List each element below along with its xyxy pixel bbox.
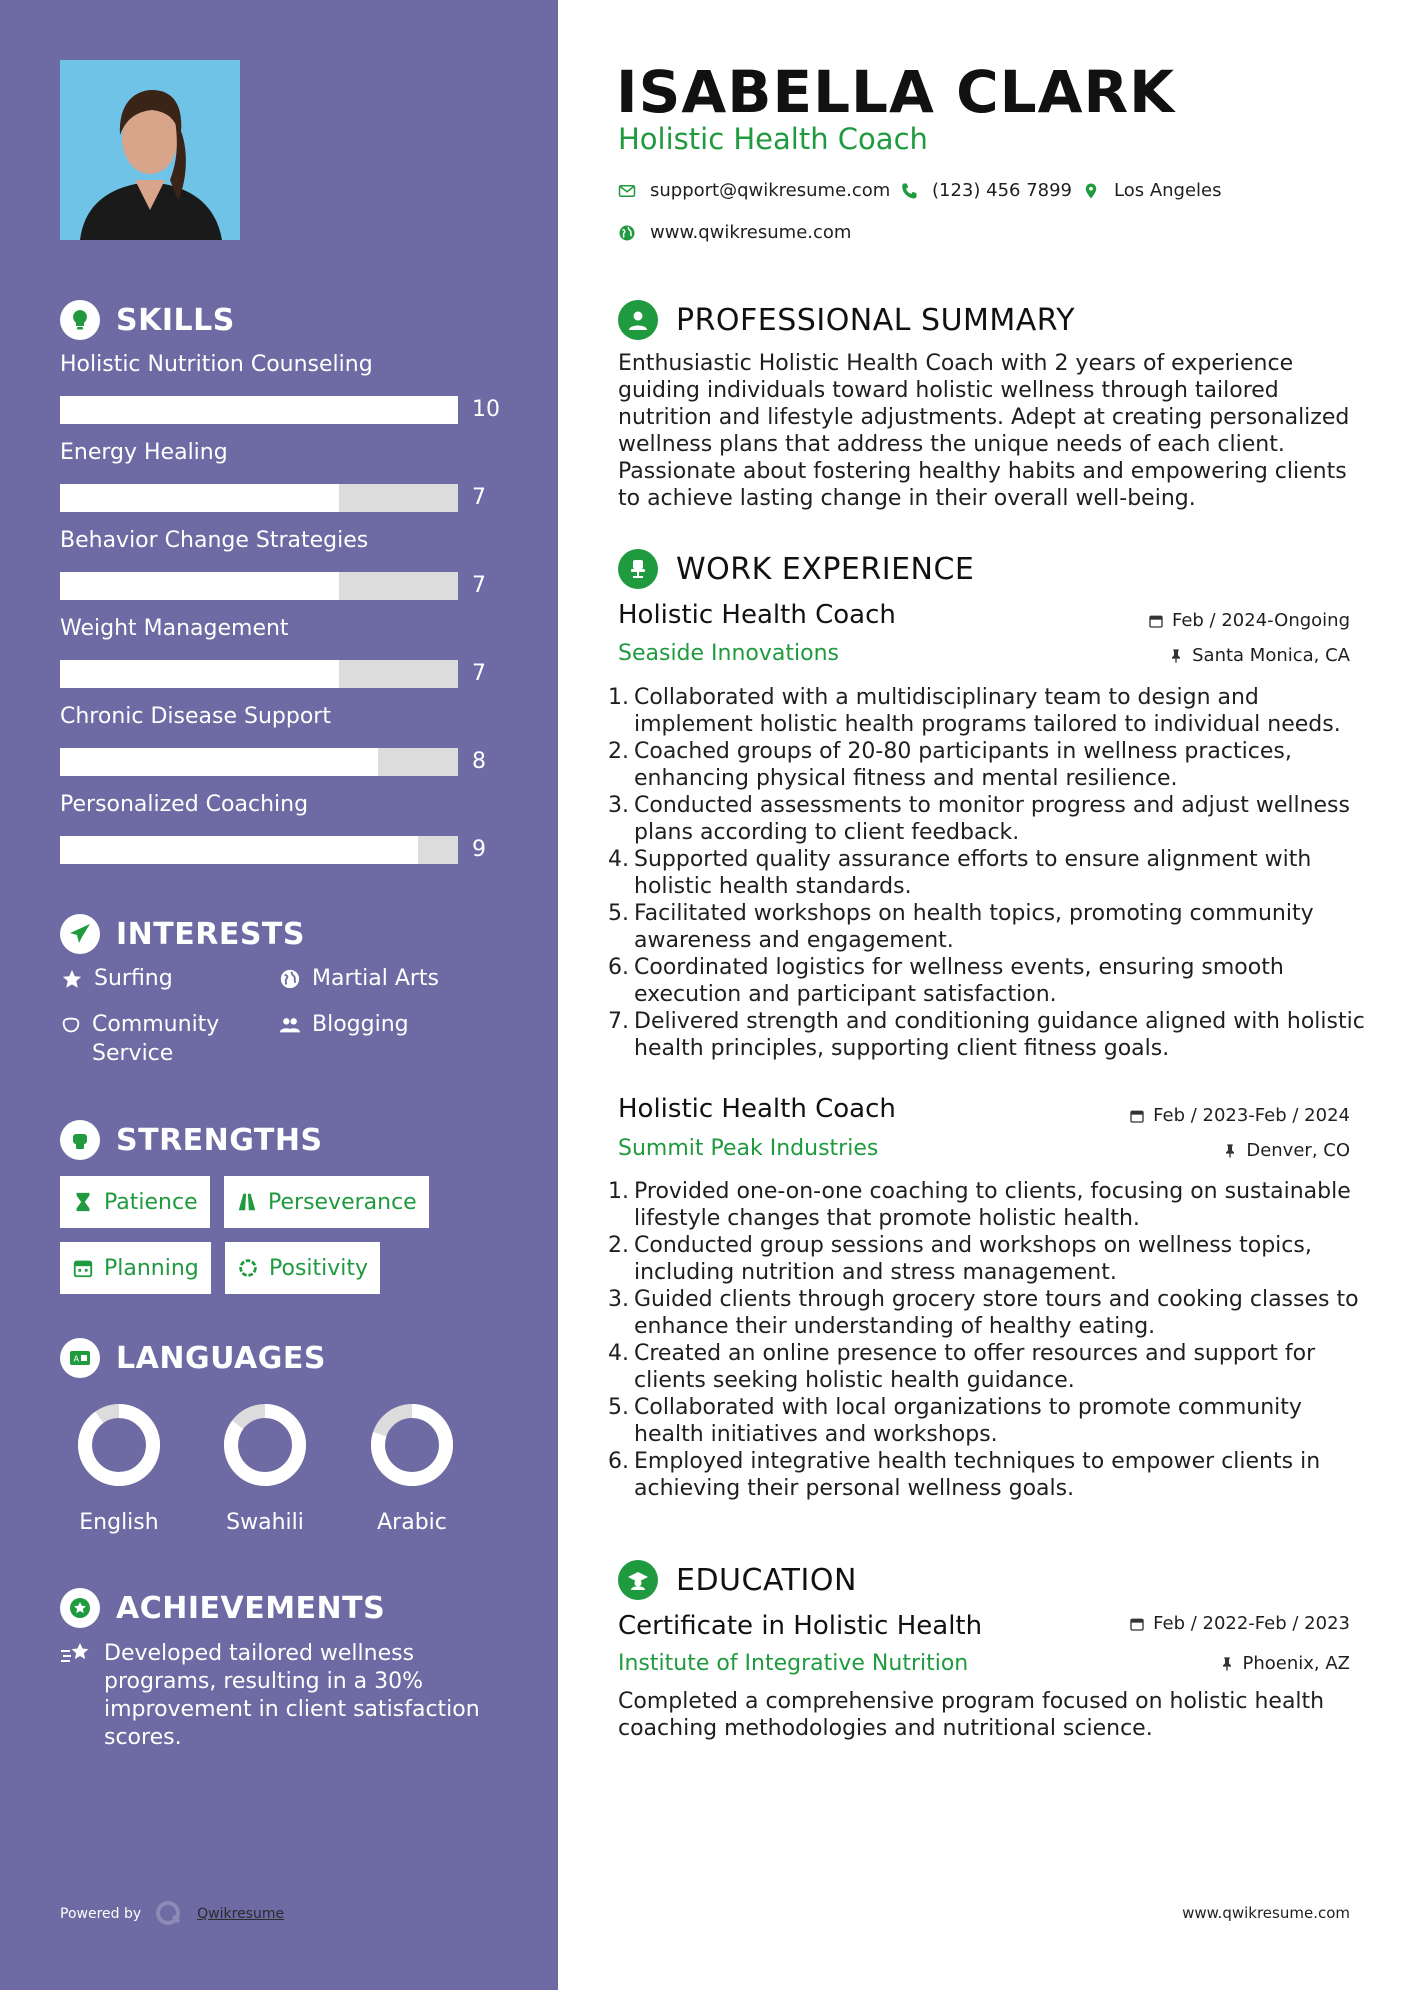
skill-value: 9 <box>472 837 486 862</box>
candidate-role: Holistic Health Coach <box>618 122 928 156</box>
envelope-icon <box>618 182 636 200</box>
contact-website[interactable] <box>618 222 851 243</box>
summary-text: Enthusiastic Holistic Health Coach with 2 years of experience guiding individuals toward holistic wellness through tailored nutrition and lifestyle adjustments. Adept at creating personalized wellness plans that address the unique needs of each client. Passionate about fostering healthy habits and empowering clients to achieve lasting change in their overall well-being. <box>618 351 1350 511</box>
qwikresume-logo-icon <box>155 1900 183 1928</box>
summary-title: PROFESSIONAL SUMMARY <box>676 302 1076 338</box>
powered-by <box>60 1900 284 1928</box>
strength-label: Planning <box>104 1255 199 1281</box>
portrait-image <box>60 60 240 240</box>
skill-bar-fill <box>60 396 458 424</box>
interest-item <box>60 964 173 993</box>
skill-item <box>60 702 500 774</box>
list-item: 5. Collaborated with local organizations to promote community health initiatives and workshops. <box>608 1395 1302 1447</box>
job-location <box>1168 645 1350 666</box>
skills-title: SKILLS <box>116 302 235 338</box>
education-title: EDUCATION <box>676 1562 857 1598</box>
languages-heading <box>60 1338 326 1378</box>
skill-item <box>60 526 500 598</box>
achievements-heading <box>60 1588 385 1628</box>
interest-item <box>278 964 439 993</box>
job-title: Holistic Health Coach <box>618 600 896 630</box>
job-location-text: Santa Monica, CA <box>1192 645 1350 666</box>
skill-bar-fill <box>60 660 339 688</box>
pushpin-icon <box>1222 1143 1238 1159</box>
skill-bar <box>60 484 458 512</box>
language-icon <box>60 1338 100 1378</box>
job-company: Summit Peak Industries <box>618 1136 879 1161</box>
skill-name: Behavior Change Strategies <box>60 528 369 553</box>
list-item: 3. Guided clients through grocery store tours and cooking classes to enhance their understanding of healthy eating. <box>608 1287 1359 1339</box>
interest-label: Surfing <box>94 966 173 991</box>
education-location <box>1219 1653 1351 1674</box>
website-text: www.qwikresume.com <box>650 222 852 243</box>
pushpin-icon <box>1168 648 1184 664</box>
list-item: 7. Delivered strength and conditioning guidance aligned with holistic health principles, supporting client fitness goals. <box>608 1009 1365 1061</box>
phone-icon <box>900 182 918 200</box>
interest-item <box>60 1010 260 1068</box>
language-item <box>357 1400 467 1535</box>
calendar-icon <box>1129 1108 1145 1124</box>
language-ring <box>74 1400 164 1490</box>
calendar-icon <box>1129 1616 1145 1632</box>
skill-item <box>60 790 500 862</box>
contact-phone[interactable] <box>900 180 1072 201</box>
skill-bar <box>60 836 458 864</box>
footer-url[interactable]: www.qwikresume.com <box>1182 1904 1350 1922</box>
degree-title: Certificate in Holistic Health <box>618 1611 983 1641</box>
skill-value: 7 <box>472 573 486 598</box>
calendar-icon <box>1148 613 1164 629</box>
job-dates-text: Feb / 2023-Feb / 2024 <box>1153 1105 1350 1126</box>
globe-icon <box>618 224 636 242</box>
list-item: 2. Conducted group sessions and workshops on wellness topics, including nutrition and stress management. <box>608 1233 1312 1285</box>
contact-location <box>1082 180 1222 201</box>
strength-label: Patience <box>104 1189 198 1215</box>
skill-bar-fill <box>60 836 418 864</box>
education-heading <box>618 1560 857 1600</box>
list-item: 2. Coached groups of 20-80 participants in wellness practices, enhancing physical fitness and mental resilience. <box>608 739 1292 791</box>
skill-value: 7 <box>472 661 486 686</box>
skill-name: Chronic Disease Support <box>60 704 331 729</box>
job-dates-text: Feb / 2024-Ongoing <box>1171 610 1350 631</box>
profile-photo <box>60 60 240 240</box>
qwikresume-link[interactable]: Qwikresume <box>197 1906 285 1922</box>
job-bullets <box>608 1178 1368 1502</box>
language-ring <box>367 1400 457 1490</box>
hourglass-icon <box>72 1191 94 1213</box>
road-icon <box>236 1191 258 1213</box>
language-item <box>210 1400 320 1535</box>
interest-label: Blogging <box>312 1012 409 1037</box>
school-name: Institute of Integrative Nutrition <box>618 1651 969 1676</box>
map-marker-icon <box>1082 182 1100 200</box>
skill-bar <box>60 396 458 424</box>
interests-title: INTERESTS <box>116 916 305 952</box>
strength-chip <box>225 1242 380 1294</box>
job-company: Seaside Innovations <box>618 641 839 666</box>
user-icon <box>618 300 658 340</box>
education-text: Completed a comprehensive program focused on holistic health coaching methodologies and nutritional science. <box>618 1689 1325 1741</box>
circle-notch-icon <box>237 1257 259 1279</box>
job-dates <box>1148 610 1350 631</box>
job-location-text: Denver, CO <box>1246 1140 1350 1161</box>
skill-bar-fill <box>60 484 339 512</box>
skills-heading <box>60 300 235 340</box>
powered-by-label: Powered by <box>60 1906 142 1922</box>
achievement-item <box>60 1640 490 1752</box>
list-item: 5. Facilitated workshops on health topics, promoting community awareness and engagement. <box>608 901 1314 953</box>
candidate-name: ISABELLA CLARK <box>616 58 1176 126</box>
languages-title: LANGUAGES <box>116 1340 326 1376</box>
education-dates <box>1129 1613 1350 1634</box>
summary-heading <box>618 300 1075 340</box>
skill-bar-fill <box>60 748 378 776</box>
calendar-icon <box>72 1257 94 1279</box>
interests-heading <box>60 914 305 954</box>
star-badge-icon <box>60 1588 100 1628</box>
list-item: 6. Employed integrative health techniques to empower clients in achieving their personal wellness goals. <box>608 1449 1321 1501</box>
pushpin-icon <box>1219 1656 1235 1672</box>
strength-label: Positivity <box>269 1255 369 1281</box>
skill-value: 8 <box>472 749 486 774</box>
job-dates <box>1129 1105 1350 1126</box>
hand-icon <box>60 1010 82 1039</box>
skill-bar <box>60 572 458 600</box>
strength-chip <box>60 1176 210 1228</box>
contact-email[interactable] <box>618 180 890 201</box>
interest-label: Martial Arts <box>312 966 440 991</box>
interest-label: Community Service <box>92 1012 220 1066</box>
list-item: 3. Conducted assessments to monitor progress and adjust wellness plans according to client feedback. <box>608 793 1350 845</box>
strength-label: Perseverance <box>268 1189 417 1215</box>
experience-heading <box>618 549 974 589</box>
star-icon <box>60 964 84 993</box>
strength-chip <box>224 1176 429 1228</box>
skill-item <box>60 438 500 510</box>
users-icon <box>278 1010 302 1039</box>
location-text: Los Angeles <box>1114 180 1222 201</box>
language-ring <box>220 1400 310 1490</box>
skill-bar <box>60 748 458 776</box>
strengths-heading <box>60 1120 323 1160</box>
paper-plane-icon <box>60 914 100 954</box>
email-text: support@qwikresume.com <box>650 180 891 201</box>
strengths-title: STRENGTHS <box>116 1122 323 1158</box>
graduate-icon <box>618 1560 658 1600</box>
experience-title: WORK EXPERIENCE <box>676 551 975 587</box>
strength-chip <box>60 1242 211 1294</box>
education-location-text: Phoenix, AZ <box>1242 1653 1350 1674</box>
skill-name: Energy Healing <box>60 440 228 465</box>
language-name: Arabic <box>377 1510 447 1535</box>
job-bullets <box>608 684 1368 1062</box>
job-location <box>1222 1140 1350 1161</box>
interest-item <box>278 1010 409 1039</box>
education-dates-text: Feb / 2022-Feb / 2023 <box>1153 1613 1350 1634</box>
globe-icon <box>278 964 302 993</box>
skill-name: Personalized Coaching <box>60 792 309 817</box>
achievement-text: Developed tailored wellness programs, resulting in a 30% improvement in client satisfaction scores. <box>104 1641 480 1750</box>
skill-value: 10 <box>472 397 500 422</box>
shooting-star-icon <box>60 1640 92 1752</box>
skill-bar-fill <box>60 572 339 600</box>
skill-name: Holistic Nutrition Counseling <box>60 352 373 377</box>
list-item: 1. Provided one-on-one coaching to clients, focusing on sustainable lifestyle changes that promote holistic health. <box>608 1179 1351 1231</box>
list-item: 4. Supported quality assurance efforts to ensure alignment with holistic health standards. <box>608 847 1312 899</box>
lightbulb-icon <box>60 300 100 340</box>
phone-text: (123) 456 7899 <box>932 180 1073 201</box>
main-content <box>558 0 1407 1990</box>
list-item: 4. Created an online presence to offer resources and support for clients seeking holistic health guidance. <box>608 1341 1316 1393</box>
skill-value: 7 <box>472 485 486 510</box>
job-title: Holistic Health Coach <box>618 1094 896 1124</box>
list-item: 6. Coordinated logistics for wellness events, ensuring smooth execution and participant satisfaction. <box>608 955 1284 1007</box>
sidebar <box>0 0 558 1990</box>
fist-icon <box>60 1120 100 1160</box>
skill-bar <box>60 660 458 688</box>
language-name: Swahili <box>226 1510 304 1535</box>
skill-name: Weight Management <box>60 616 289 641</box>
language-item <box>64 1400 174 1535</box>
language-name: English <box>79 1510 159 1535</box>
office-chair-icon <box>618 549 658 589</box>
achievements-title: ACHIEVEMENTS <box>116 1590 386 1626</box>
list-item: 1. Collaborated with a multidisciplinary team to design and implement holistic health programs tailored to individual needs. <box>608 685 1341 737</box>
skill-item <box>60 614 500 686</box>
svg-text:A: A <box>73 1354 79 1364</box>
skill-item <box>60 350 500 422</box>
